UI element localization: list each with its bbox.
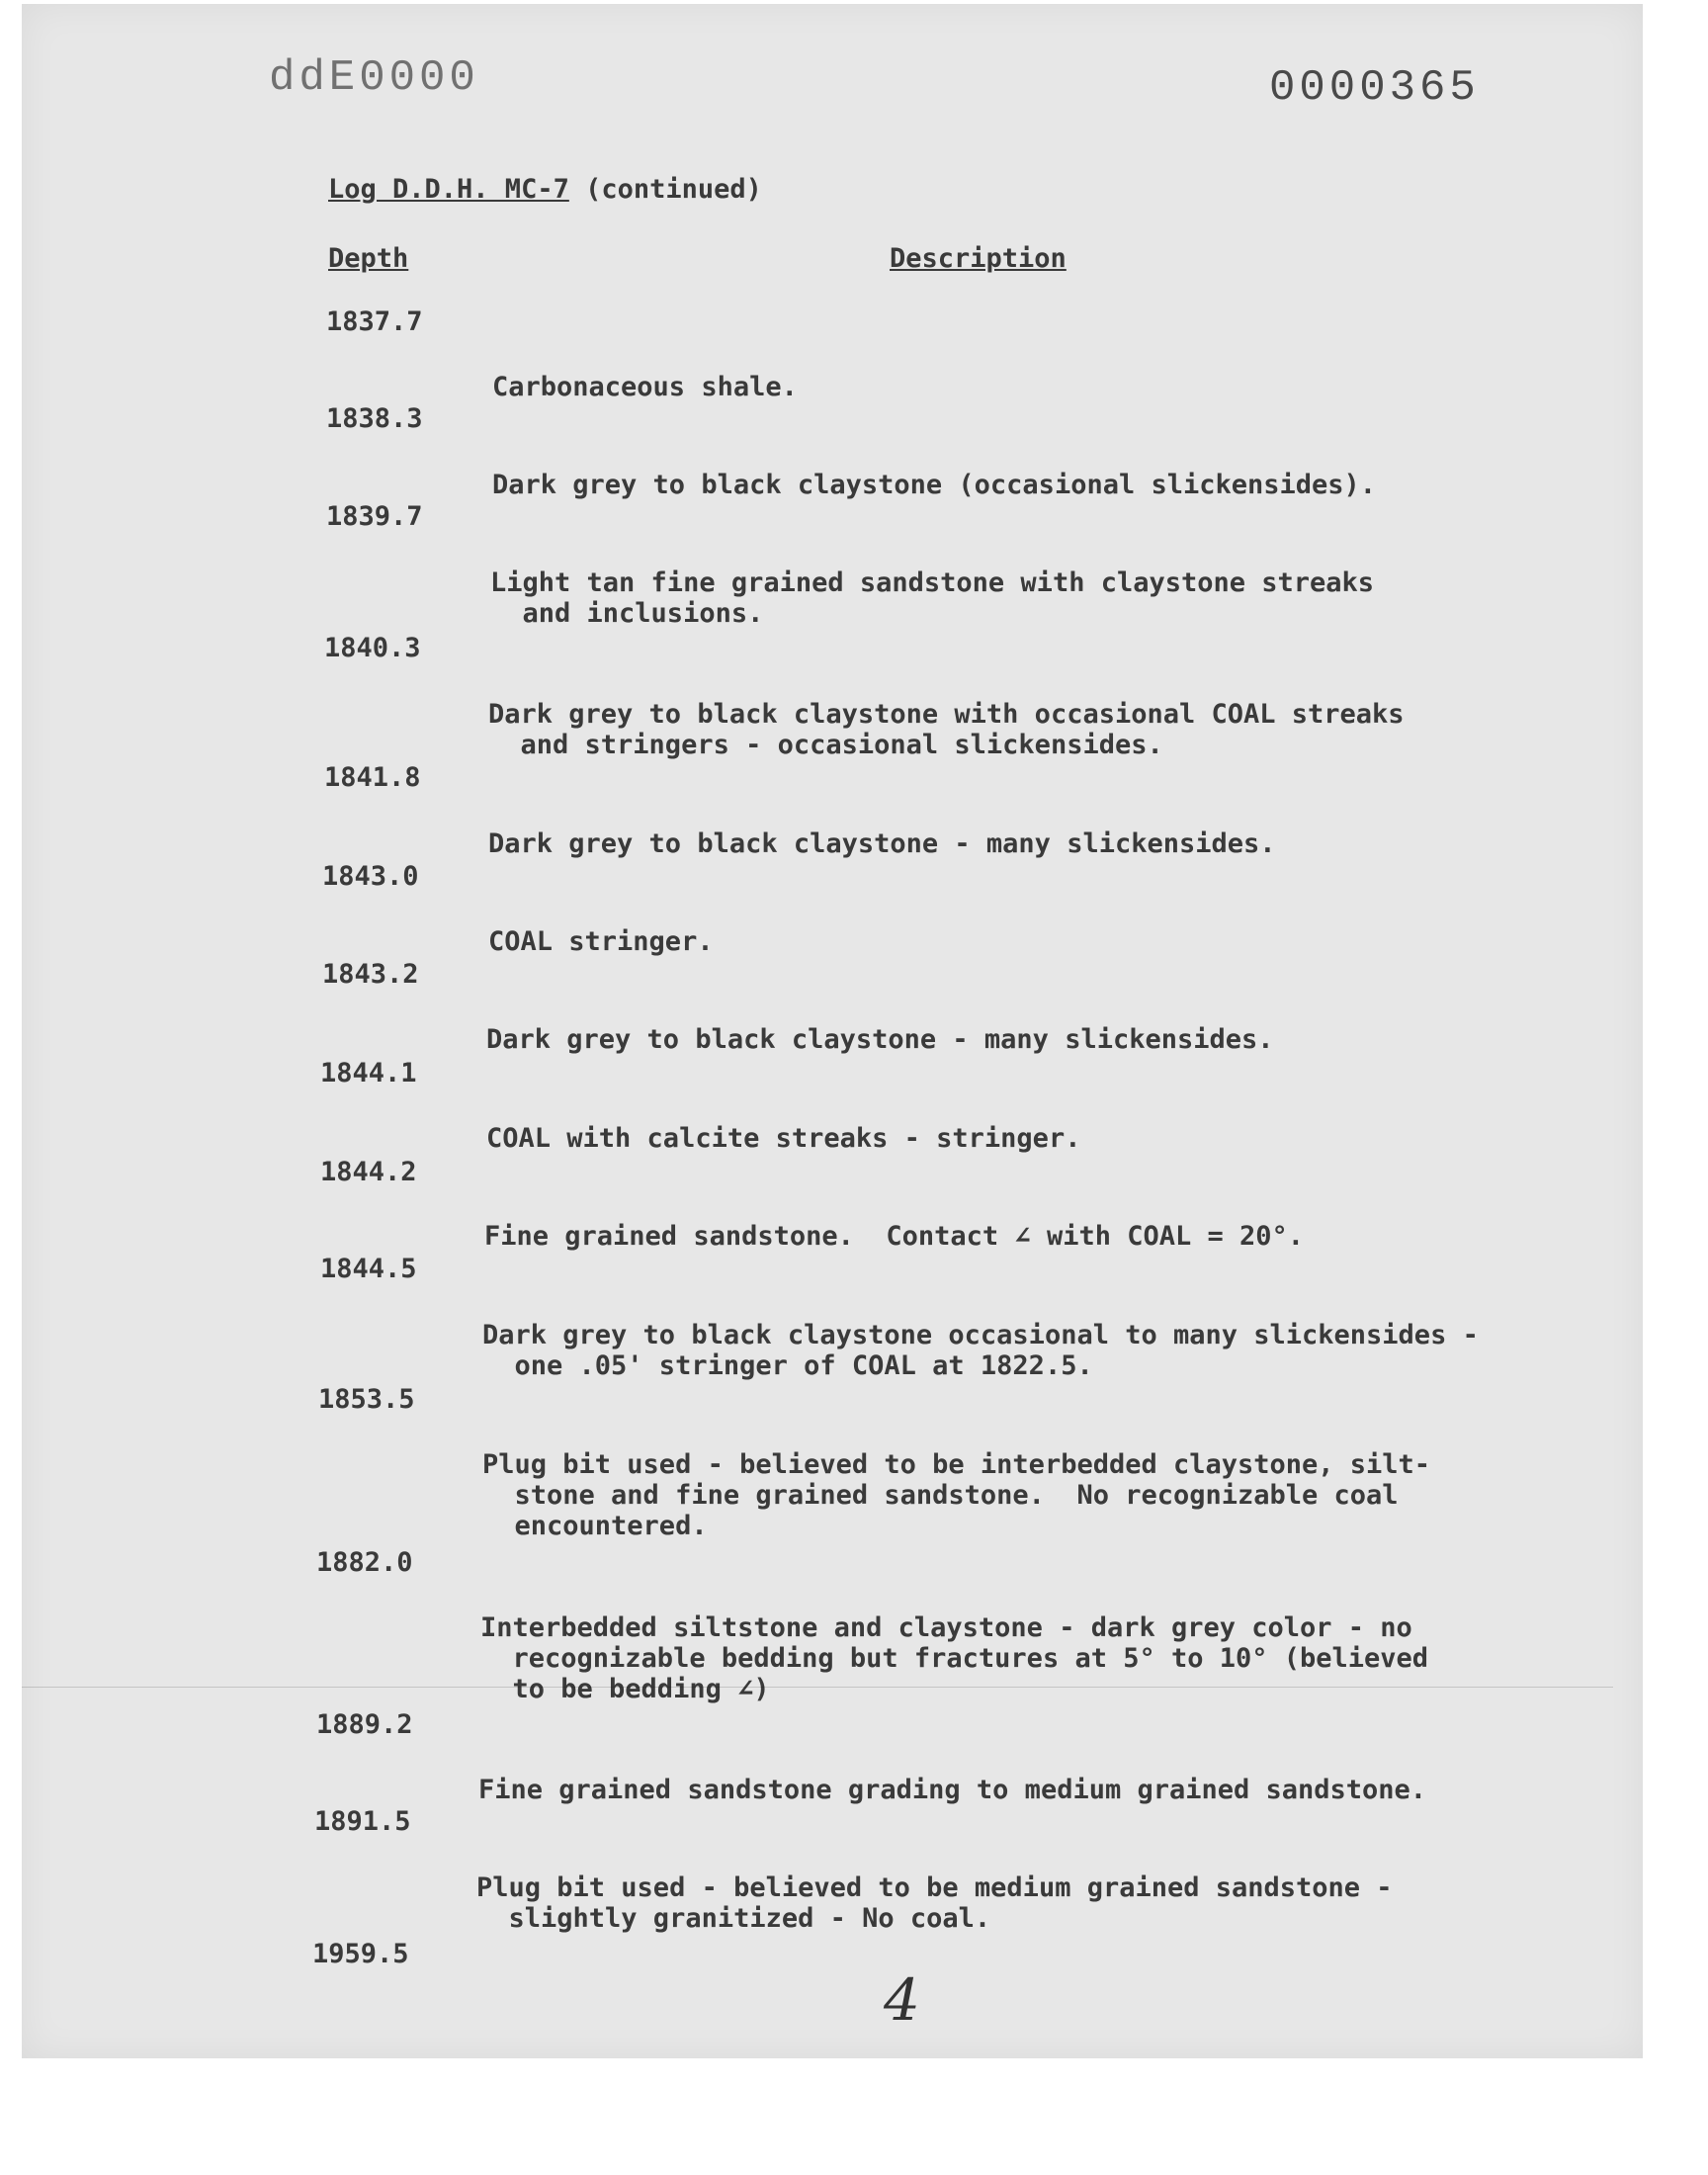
page-number: 4 <box>884 1966 920 2034</box>
description-entry: Carbonaceous shale. <box>492 372 798 402</box>
scan-line <box>22 1687 1613 1688</box>
depth-value: 1844.5 <box>320 1254 417 1284</box>
depth-value: 1841.8 <box>324 762 421 793</box>
column-header-depth: Depth <box>328 243 409 274</box>
description-entry: Plug bit used - believed to be interbedded claystone, silt- stone and fine grained sandstone. No recognizable coal encountered. <box>482 1449 1431 1541</box>
depth-value: 1889.2 <box>316 1709 413 1740</box>
description-entry: Interbedded siltstone and claystone - dark grey color - no recognizable bedding but fractures at 5° to 10° (believed to be bedding ∠) <box>480 1612 1429 1704</box>
description-entry: Dark grey to black claystone - many slickensides. <box>488 828 1276 859</box>
depth-value: 1840.3 <box>324 633 421 663</box>
depth-value: 1838.3 <box>326 403 423 434</box>
description-entry: Plug bit used - believed to be medium grained sandstone - slightly granitized - No coal. <box>476 1872 1393 1934</box>
stamp-number-right: 0000365 <box>1269 63 1480 113</box>
log-title <box>328 174 762 205</box>
description-entry: Fine grained sandstone. Contact ∠ with COAL = 20°. <box>484 1221 1305 1252</box>
depth-value: 1843.2 <box>322 959 419 990</box>
depth-value: 1837.7 <box>326 306 423 337</box>
depth-value: 1843.0 <box>322 861 419 892</box>
depth-value: 1853.5 <box>318 1384 415 1415</box>
depth-value: 1882.0 <box>316 1547 413 1578</box>
description-entry: COAL with calcite streaks - stringer. <box>486 1123 1081 1154</box>
description-entry: Dark grey to black claystone occasional to many slickensides - one .05' stringer of COAL at 1822.5. <box>482 1320 1479 1381</box>
description-entry: Fine grained sandstone grading to medium grained sandstone. <box>478 1775 1427 1805</box>
depth-value: 1844.1 <box>320 1058 417 1088</box>
depth-value: 1839.7 <box>326 501 423 532</box>
depth-value: 1959.5 <box>312 1939 409 1969</box>
depth-value: 1844.2 <box>320 1157 417 1187</box>
log-title-suffix: (continued) <box>568 174 762 205</box>
description-entry: Dark grey to black claystone (occasional slickensides). <box>492 470 1377 500</box>
description-entry: COAL stringer. <box>488 926 714 957</box>
description-entry: Dark grey to black claystone with occasional COAL streaks and stringers - occasional slickensides. <box>488 699 1405 760</box>
column-header-description: Description <box>890 243 1067 274</box>
log-title-name: Log D.D.H. MC-7 <box>328 174 569 205</box>
document-page <box>22 4 1643 2058</box>
description-entry: Dark grey to black claystone - many slickensides. <box>486 1024 1274 1055</box>
stamp-number-left: ddE0000 <box>269 53 479 103</box>
description-entry: Light tan fine grained sandstone with claystone streaks and inclusions. <box>490 567 1375 629</box>
depth-value: 1891.5 <box>314 1806 411 1837</box>
